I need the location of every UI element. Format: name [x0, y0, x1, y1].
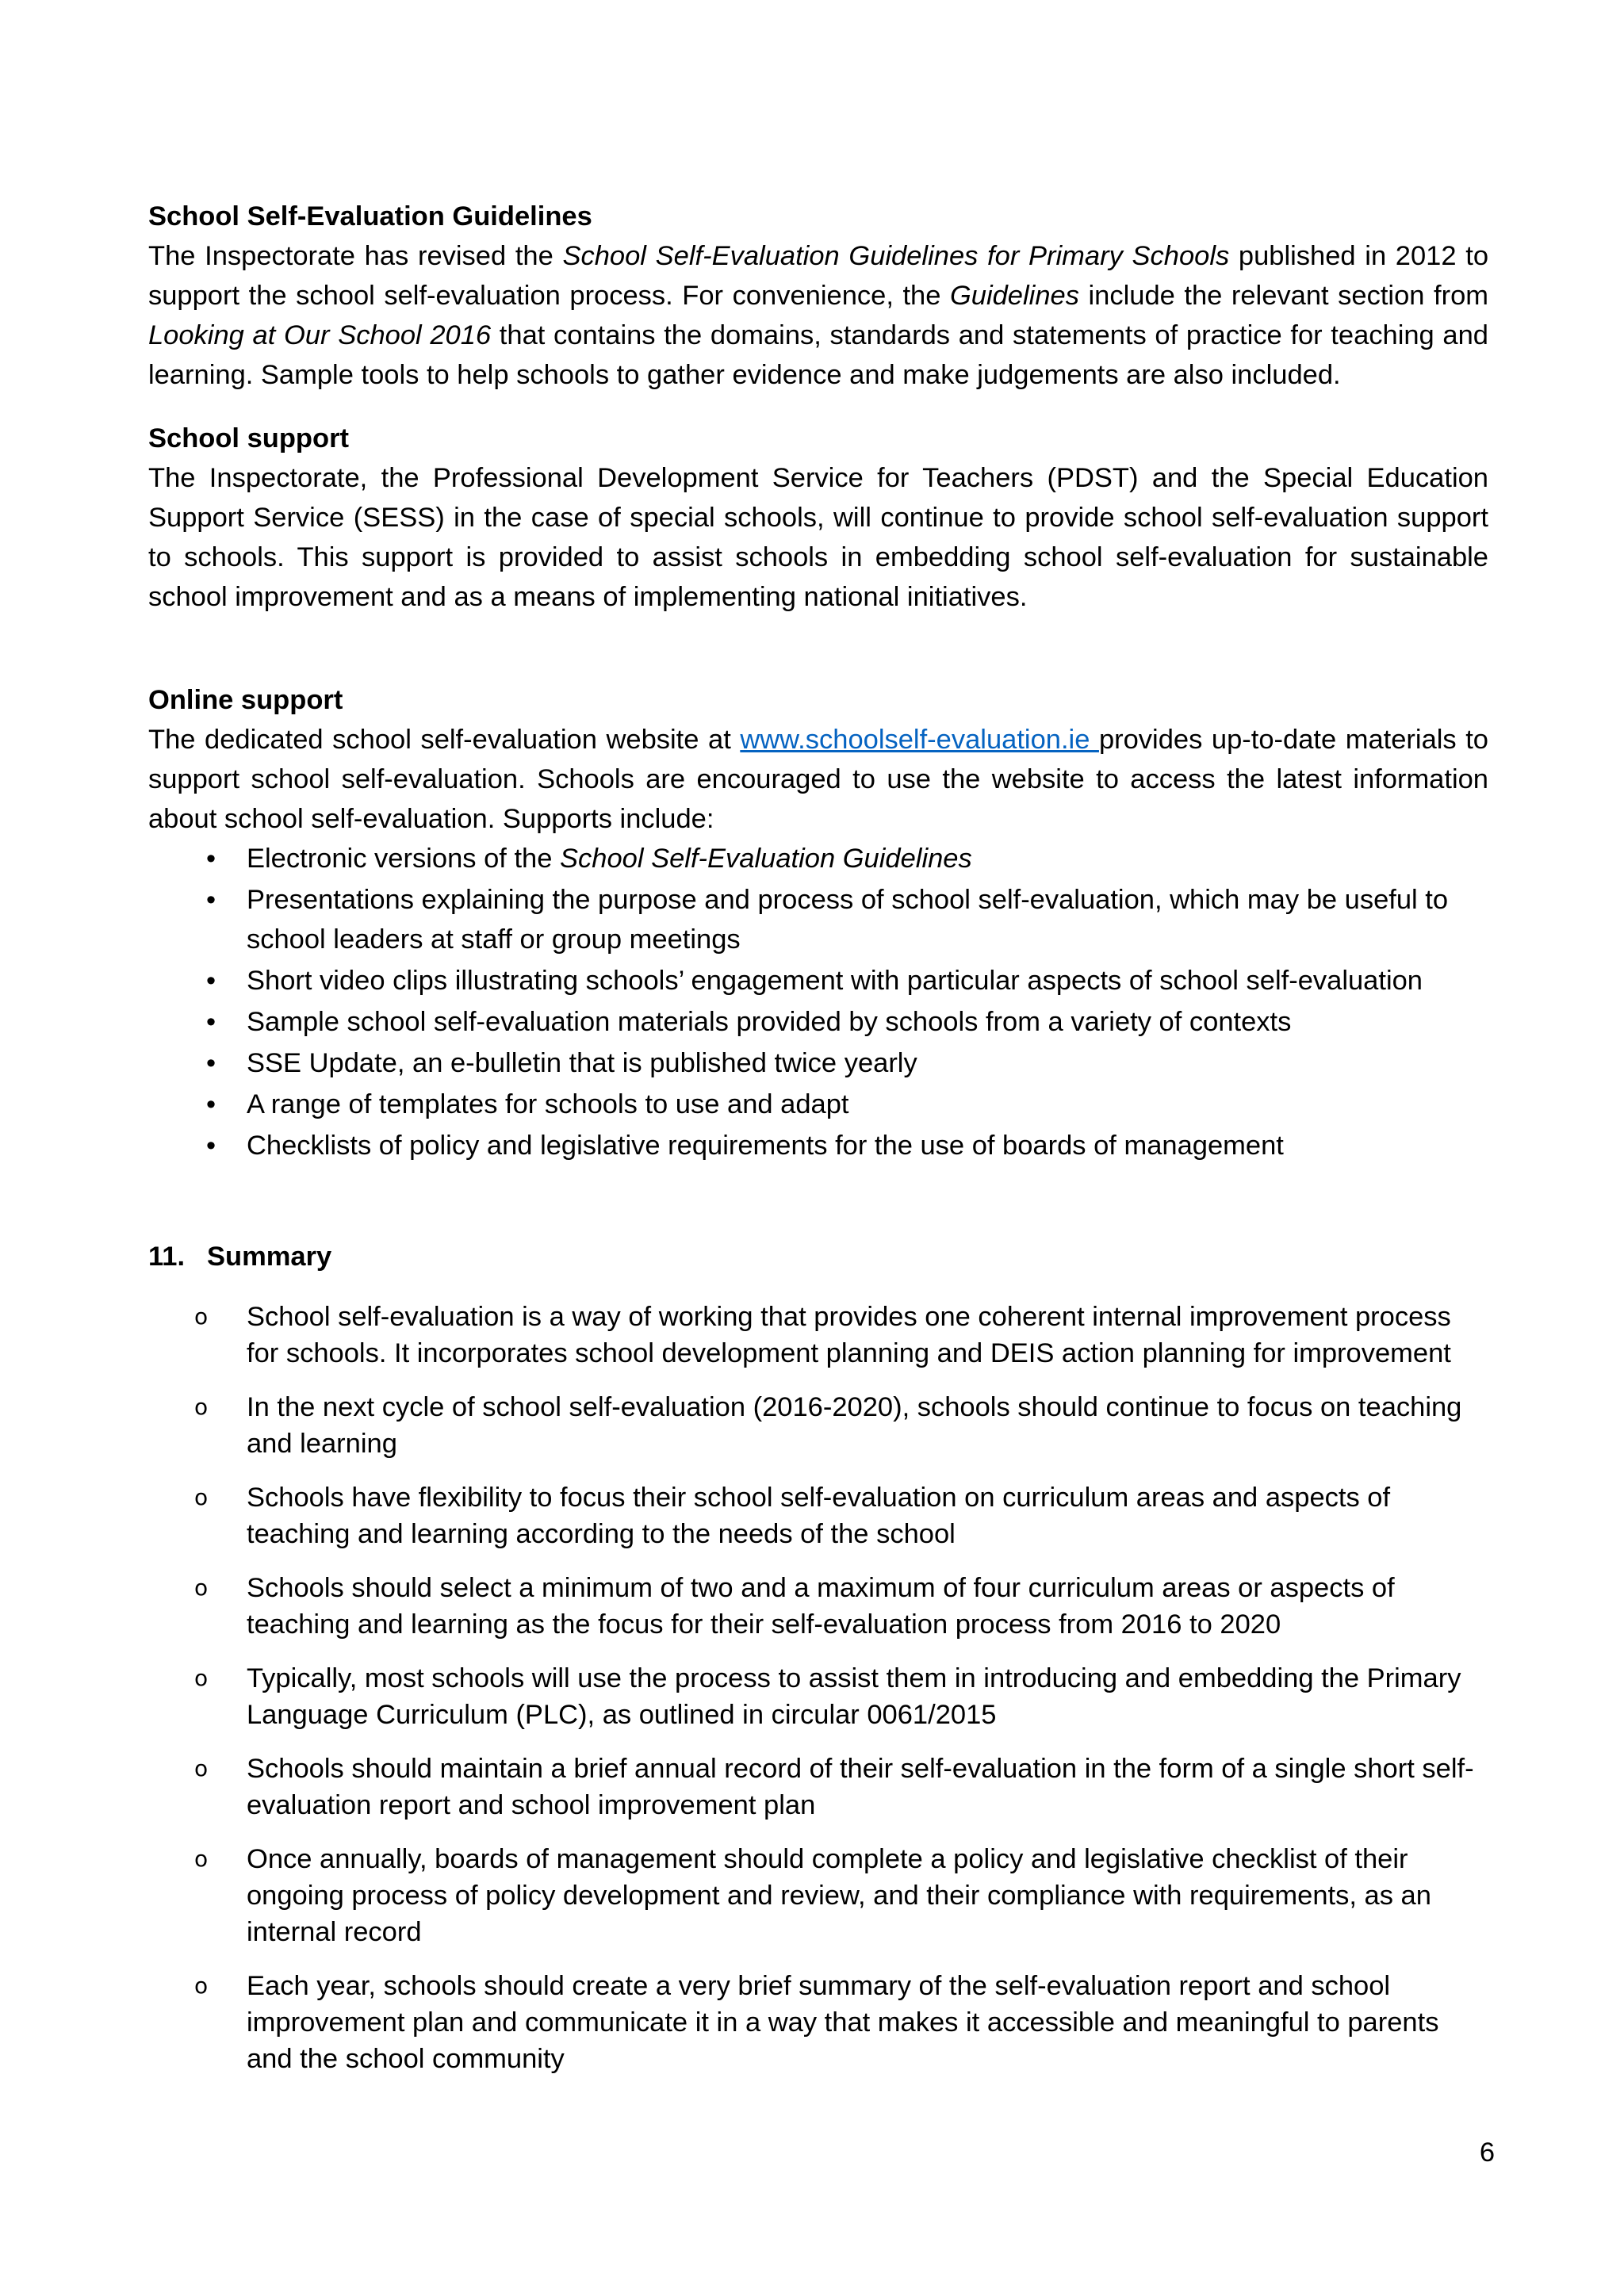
list-item [148, 1660, 1488, 1733]
guidelines-heading: School Self-Evaluation Guidelines [148, 201, 592, 232]
list-item [148, 1002, 1488, 1042]
list-item-text: A range of templates for schools to use and adapt [247, 1089, 849, 1119]
bullet-icon: • [205, 1007, 216, 1037]
list-item-text: Schools have flexibility to focus their school self-evaluation on curriculum areas and aspects of teaching and learning according to the needs of the school [247, 1483, 1391, 1549]
bullet-icon: • [205, 1089, 216, 1119]
list-item-text: Typically, most schools will use the process to assist them in introducing and embedding the Primary Language Curriculum (PLC), as outlined in circular 0061/2015 [247, 1663, 1461, 1730]
page-content [148, 197, 1488, 2095]
bullet-icon: • [205, 885, 216, 915]
circle-bullet-icon: o [194, 1665, 209, 1691]
school-support-heading: School support [148, 423, 349, 453]
school-support-paragraph: The Inspectorate, the Professional Development Service for Teachers (PDST) and the Special Education Support Service (SESS) in the case of special schools, will continue to provide school self-evaluation support to schools. This support is provided to assist schools in embedding school self-evaluation for sustainable school improvement and as a means of implementing national initiatives. [148, 463, 1488, 612]
list-item-text: SSE Update, an e-bulletin that is published twice yearly [247, 1048, 917, 1078]
guidelines-section [148, 197, 1488, 395]
supports-list [148, 839, 1488, 1165]
circle-bullet-icon: o [194, 1484, 209, 1510]
list-item [148, 1043, 1488, 1083]
bullet-icon: • [205, 966, 216, 996]
online-text-2: provides up-to-date materials to support school self-evaluation. Schools are encouraged to use the website to access the latest information about school self-evaluation. Supports include: [148, 725, 1488, 834]
list-item-text: Electronic versions of the [247, 844, 561, 874]
guidelines-title-italic: School Self-Evaluation Guidelines for Primary Schools [562, 241, 1230, 271]
online-text-1: The dedicated school self-evaluation website at [148, 725, 741, 755]
guidelines-text-2: published in 2012 to support the school self-evaluation process. For convenience, the [148, 241, 1489, 311]
list-item [148, 1126, 1488, 1165]
list-item [148, 839, 1488, 878]
online-support-heading: Online support [148, 685, 343, 715]
list-item-text: School self-evaluation is a way of working that provides one coherent internal improvement process for schools. It incorporates school development planning and DEIS action planning for improvement [247, 1302, 1451, 1368]
circle-bullet-icon: o [194, 1846, 209, 1872]
guidelines-paragraph [148, 236, 1488, 395]
guidelines-text-3: include the relevant section from [1078, 281, 1488, 311]
list-item [148, 1968, 1488, 2077]
list-item-text: Schools should select a minimum of two and a maximum of four curriculum areas or aspects of teaching and learning as the focus for their self-evaluation process from 2016 to 2020 [247, 1573, 1395, 1640]
bullet-icon: • [205, 844, 216, 874]
list-item [148, 1299, 1488, 1372]
list-item [148, 1841, 1488, 1950]
list-item [148, 1389, 1488, 1462]
list-item [148, 880, 1488, 959]
circle-bullet-icon: o [194, 1394, 209, 1420]
circle-bullet-icon: o [194, 1973, 209, 1999]
summary-heading [148, 1237, 1488, 1276]
list-item-text: Each year, schools should create a very brief summary of the self-evaluation report and school improvement plan and communicate it in a way that makes it accessible and meaningful to parents and the school community [247, 1971, 1439, 2074]
circle-bullet-icon: o [194, 1755, 209, 1781]
list-item [148, 1479, 1488, 1552]
list-item-text: Sample school self-evaluation materials provided by schools from a variety of contexts [247, 1007, 1292, 1037]
list-item [148, 1751, 1488, 1823]
school-support-section [148, 419, 1488, 617]
list-item-text: In the next cycle of school self-evaluation (2016-2020), schools should continue to focus on teaching and learning [247, 1392, 1462, 1459]
online-support-section [148, 680, 1488, 1165]
circle-bullet-icon: o [194, 1575, 209, 1601]
list-item [148, 1570, 1488, 1643]
summary-section [148, 1237, 1488, 2077]
guidelines-text-1: The Inspectorate has revised the [148, 241, 563, 271]
list-item-text: Checklists of policy and legislative requirements for the use of boards of management [247, 1131, 1284, 1161]
list-item [148, 961, 1488, 1001]
list-item-text: Presentations explaining the purpose and process of school self-evaluation, which may be useful to school leaders at staff or group meetings [247, 885, 1449, 955]
list-item-italic: School Self-Evaluation Guidelines [560, 844, 972, 874]
summary-title: Summary [207, 1242, 332, 1272]
list-item-text: Once annually, boards of management should complete a policy and legislative checklist of their ongoing process of policy development and review, and their compliance with requirements, as an internal record [247, 1844, 1431, 1947]
list-item [148, 1085, 1488, 1124]
circle-bullet-icon: o [194, 1303, 209, 1330]
summary-list [148, 1299, 1488, 2077]
sse-website-link[interactable]: www.schoolself-evaluation.ie [740, 725, 1099, 755]
online-support-paragraph [148, 720, 1488, 839]
list-item-text: Short video clips illustrating schools’ engagement with particular aspects of school self-evaluation [247, 966, 1423, 996]
section-number: 11. [148, 1242, 186, 1272]
guidelines-text-4: that contains the domains, standards and statements of practice for teaching and learning. Sample tools to help schools to gather evidence and make judgements are also included. [148, 320, 1488, 390]
guidelines-italic: Guidelines [949, 281, 1079, 311]
bullet-icon: • [205, 1131, 216, 1161]
los-2016-italic: Looking at Our School 2016 [148, 320, 492, 350]
bullet-icon: • [205, 1048, 216, 1078]
list-item-text: Schools should maintain a brief annual record of their self-evaluation in the form of a single short self-evaluation report and school improvement plan [247, 1754, 1474, 1820]
page-number: 6 [1479, 2137, 1495, 2168]
